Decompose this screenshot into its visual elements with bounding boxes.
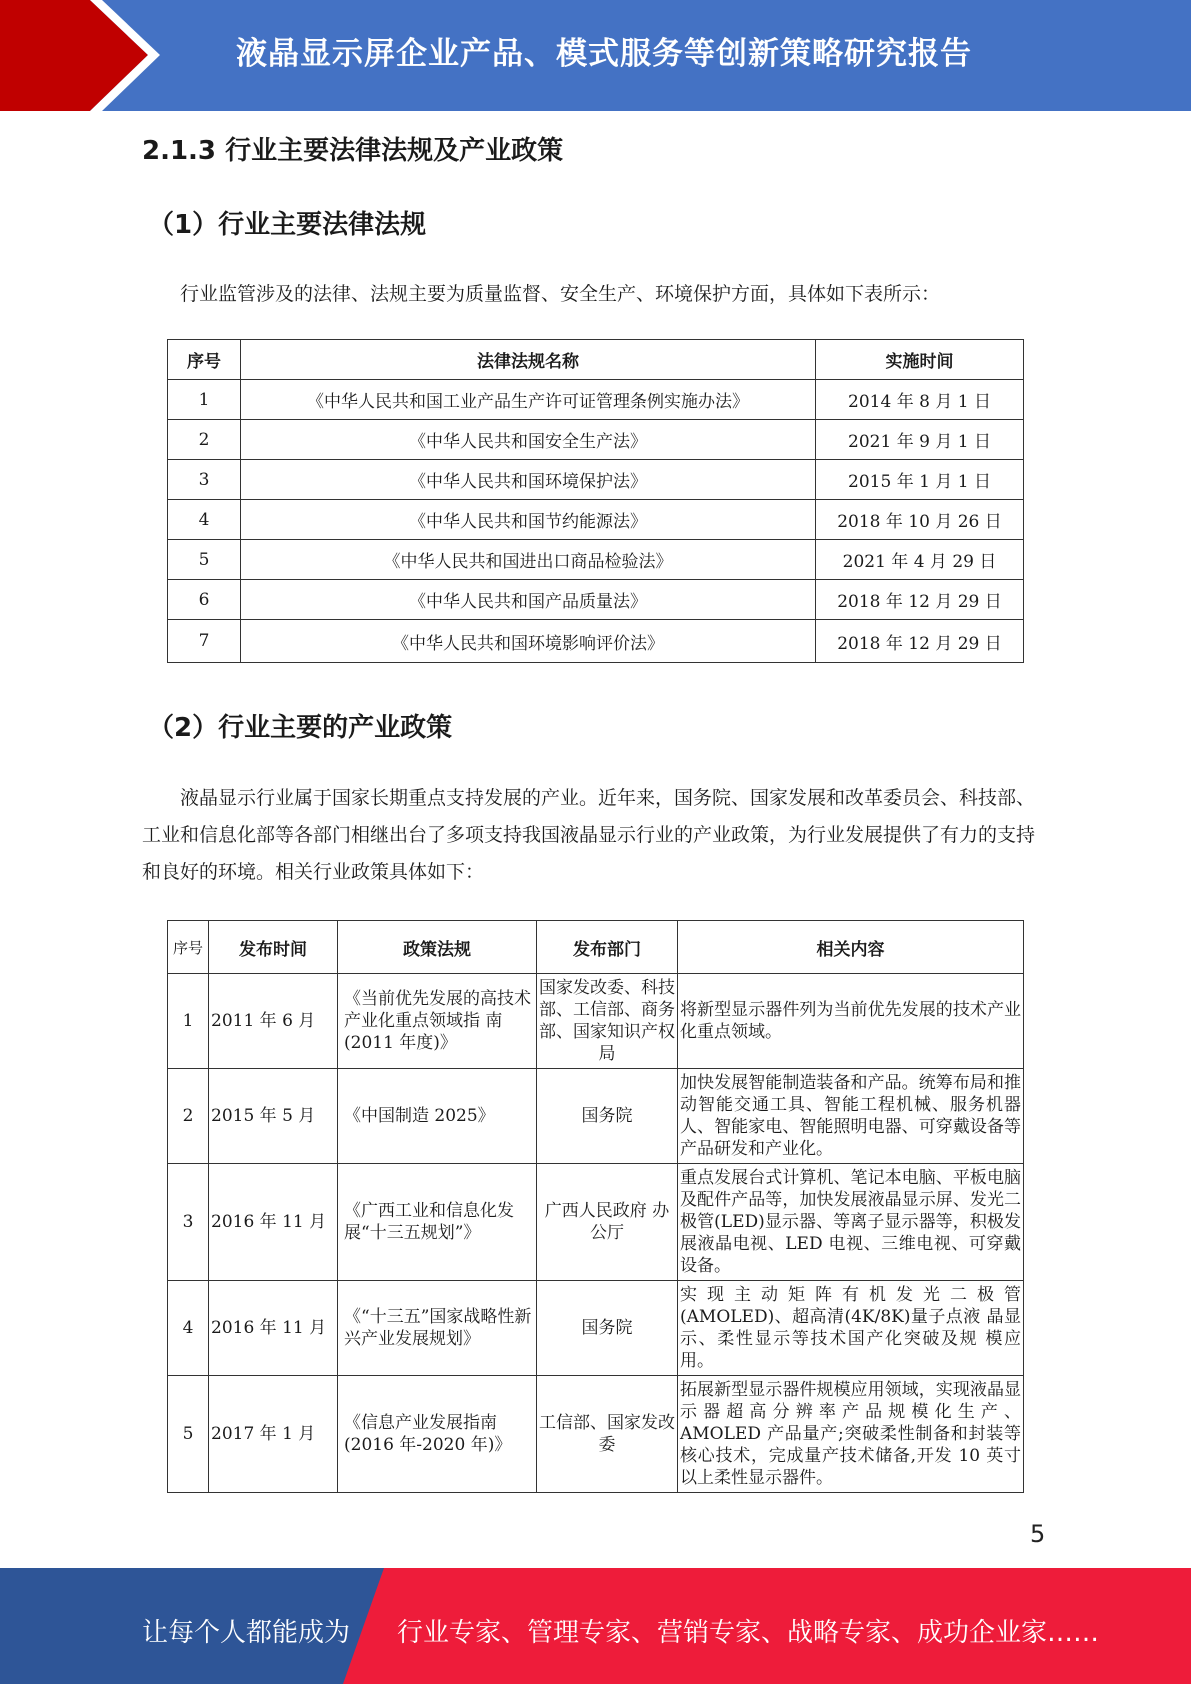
cell-index: 6 [168, 580, 241, 620]
cell-content: 实 现 主 动 矩 阵 有 机 发 光 二 极 管(AMOLED)、超高清(4K/8K)量子点液 晶显示、柔性显示等技术国产化突破及规 模应用。 [678, 1281, 1024, 1376]
cell-date: 2018 年 12 月 29 日 [816, 620, 1024, 663]
table-row [168, 1164, 1024, 1281]
cell-department: 广西人民政府 办公厅 [537, 1164, 678, 1281]
cell-date: 2015 年 5 月 [209, 1069, 338, 1164]
intro-paragraph-laws: 行业监管涉及的法律、法规主要为质量监督、安全生产、环境保护方面，具体如下表所示： [180, 283, 941, 305]
table-row [168, 1281, 1024, 1376]
laws-table [167, 339, 1024, 663]
cell-date: 2015 年 1 月 1 日 [816, 460, 1024, 500]
column-header: 发布时间 [209, 921, 338, 974]
page-header [0, 0, 1191, 111]
table-row [168, 380, 1024, 420]
cell-department: 国家发改委、科技部、工信部、商务部、国家知识产权局 [537, 974, 678, 1069]
cell-date: 2011 年 6 月 [209, 974, 338, 1069]
cell-index: 4 [168, 1281, 209, 1376]
column-header: 序号 [168, 921, 209, 974]
column-header: 发布部门 [537, 921, 678, 974]
cell-content: 将新型显示器件列为当前优先发展的技术产业化重点领域。 [678, 974, 1024, 1069]
cell-date: 2021 年 9 月 1 日 [816, 420, 1024, 460]
cell-law-name: 《中华人民共和国环境保护法》 [241, 460, 816, 500]
cell-law-name: 《中华人民共和国进出口商品检验法》 [241, 540, 816, 580]
table-row [168, 1069, 1024, 1164]
cell-department: 国务院 [537, 1281, 678, 1376]
cell-index: 4 [168, 500, 241, 540]
column-header: 相关内容 [678, 921, 1024, 974]
cell-date: 2021 年 4 月 29 日 [816, 540, 1024, 580]
cell-policy: 《信息产业发展指南(2016 年-2020 年)》 [338, 1376, 537, 1493]
cell-index: 7 [168, 620, 241, 663]
intro-paragraph-policies: 液晶显示行业属于国家长期重点支持发展的产业。近年来，国务院、国家发展和改革委员会、科技部、工业和信息化部等各部门相继出台了多项支持我国液晶显示行业的产业政策，为行业发展提供了有力的支持和良好的环境。相关行业政策具体如下： [142, 787, 1036, 883]
table-row [168, 460, 1024, 500]
cell-policy: 《当前优先发展的高技术产业化重点领域指 南(2011 年度)》 [338, 974, 537, 1069]
cell-content: 拓展新型显示器件规模应用领域，实现液晶显 示 器 超 高 分 辨 率 产 品 规 模 化 生 产 、AMOLED 产品量产;突破柔性制备和封装等核心技术，完成量产技术储备,开发 10 英寸以上柔性显示器件。 [678, 1376, 1024, 1493]
table-row [168, 500, 1024, 540]
cell-department: 工信部、国家发改委 [537, 1376, 678, 1493]
footer-slogan-right: 行业专家、管理专家、营销专家、战略专家、成功企业家…… [397, 1618, 1100, 1648]
cell-content: 加快发展智能制造装备和产品。统筹布局和推动智能交通工具、智能工程机械、服务机器人、智能家电、智能照明电器、可穿戴设备等产品研发和产业化。 [678, 1069, 1024, 1164]
section-heading: 2.1.3 行业主要法律法规及产业政策 [142, 136, 564, 166]
cell-index: 3 [168, 460, 241, 500]
subheading-laws: （1）行业主要法律法规 [148, 210, 427, 240]
table-header-row [168, 340, 1024, 380]
cell-law-name: 《中华人民共和国产品质量法》 [241, 580, 816, 620]
cell-law-name: 《中华人民共和国节约能源法》 [241, 500, 816, 540]
table-row [168, 540, 1024, 580]
cell-law-name: 《中华人民共和国安全生产法》 [241, 420, 816, 460]
column-header: 法律法规名称 [241, 340, 816, 380]
cell-date: 2016 年 11 月 [209, 1164, 338, 1281]
cell-index: 1 [168, 380, 241, 420]
cell-date: 2018 年 12 月 29 日 [816, 580, 1024, 620]
table-row [168, 580, 1024, 620]
table-row [168, 420, 1024, 460]
cell-index: 1 [168, 974, 209, 1069]
cell-law-name: 《中华人民共和国工业产品生产许可证管理条例实施办法》 [241, 380, 816, 420]
column-header: 实施时间 [816, 340, 1024, 380]
cell-index: 3 [168, 1164, 209, 1281]
page-footer [0, 1568, 1191, 1684]
table-row [168, 1376, 1024, 1493]
cell-law-name: 《中华人民共和国环境影响评价法》 [241, 620, 816, 663]
cell-policy: 《“十三五”国家战略性新兴产业发展规划》 [338, 1281, 537, 1376]
cell-index: 2 [168, 1069, 209, 1164]
cell-policy: 《广西工业和信息化发展“十三五规划”》 [338, 1164, 537, 1281]
cell-policy: 《中国制造 2025》 [338, 1069, 537, 1164]
cell-date: 2016 年 11 月 [209, 1281, 338, 1376]
cell-index: 5 [168, 1376, 209, 1493]
cell-index: 2 [168, 420, 241, 460]
subheading-policies: （2）行业主要的产业政策 [148, 713, 453, 743]
table-row [168, 974, 1024, 1069]
column-header: 政策法规 [338, 921, 537, 974]
table-row [168, 620, 1024, 663]
cell-department: 国务院 [537, 1069, 678, 1164]
cell-index: 5 [168, 540, 241, 580]
cell-date: 2017 年 1 月 [209, 1376, 338, 1493]
policy-table [167, 920, 1024, 1493]
page-number: 5 [1030, 1520, 1046, 1548]
footer-slogan-left: 让每个人都能成为 [142, 1618, 351, 1648]
table-header-row [168, 921, 1024, 974]
cell-content: 重点发展台式计算机、笔记本电脑、平板电脑及配件产品等，加快发展液晶显示屏、发光二极管(LED)显示器、等离子显示器等，积极发展液晶电视、LED 电视、三维电视、可穿戴设备。 [678, 1164, 1024, 1281]
cell-date: 2018 年 10 月 26 日 [816, 500, 1024, 540]
cell-date: 2014 年 8 月 1 日 [816, 380, 1024, 420]
header-title: 液晶显示屏企业产品、模式服务等创新策略研究报告 [236, 36, 972, 72]
column-header: 序号 [168, 340, 241, 380]
